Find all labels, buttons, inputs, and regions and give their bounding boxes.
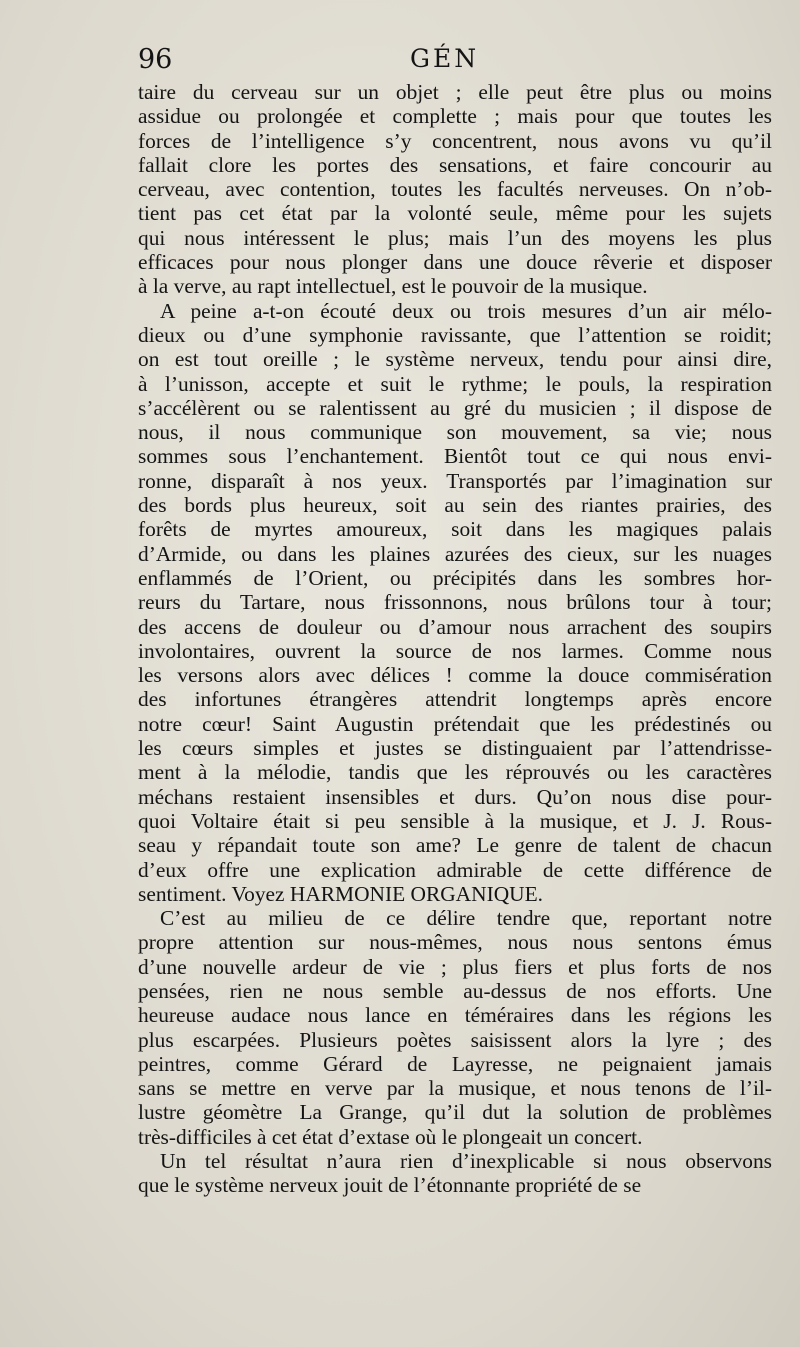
paragraph — [138, 80, 772, 299]
text-line: tient pas cet état par la volonté seule, même pour les sujets — [138, 201, 772, 226]
text-line: enflammés de l’Orient, ou précipités dans les sombres hor- — [138, 565, 772, 590]
paragraph — [138, 906, 772, 1149]
text-line: taire du cerveau sur un objet ; elle peut être plus ou moins — [138, 80, 772, 104]
text-line: d’eux offre une explication admirable de cette différence de — [138, 857, 772, 882]
text-line: notre cœur! Saint Augustin prétendait que les prédestinés ou — [138, 711, 772, 736]
text-line: dieux ou d’une symphonie ravissante, que l’attention se roidit; — [138, 322, 772, 347]
text-line: d’Armide, ou dans les plaines azurées des cieux, sur les nuages — [138, 541, 772, 566]
text-line: sans se mettre en verve par la musique, et nous tenons de l’il- — [138, 1076, 772, 1101]
text-line: lustre géomètre La Grange, qu’il dut la solution de problèmes — [138, 1100, 772, 1125]
paragraph — [138, 1149, 772, 1198]
text-line: fallait clore les portes des sensations, et faire concourir au — [138, 152, 772, 177]
text-line: à la verve, au rapt intellectuel, est le pouvoir de la musique. — [138, 274, 648, 299]
text-line: à l’unisson, accepte et suit le rythme; le pouls, la respiration — [138, 371, 772, 396]
text-line: les versons alors avec délices ! comme la douce commisération — [138, 663, 772, 688]
text-line: des bords plus heureux, soit au sein des riantes prairies, des — [138, 493, 772, 518]
text-line: ment à la mélodie, tandis que les réprouvés ou les caractères — [138, 760, 772, 785]
paragraph — [138, 299, 772, 906]
text-line: quoi Voltaire était si peu sensible à la musique, et J. J. Rous- — [138, 808, 772, 833]
text-line: reurs du Tartare, nous frissonnons, nous brûlons tour à tour; — [138, 590, 772, 615]
text-line: s’accélèrent ou se ralentissent au gré du musicien ; il dispose de — [138, 395, 772, 420]
text-line: Un tel résultat n’aura rien d’inexplicable si nous observons — [160, 1149, 772, 1174]
text-line: propre attention sur nous-mêmes, nous nous sentons émus — [138, 930, 772, 955]
text-line: des infortunes étrangères attendrit longtemps après encore — [138, 687, 772, 712]
text-line: pensées, rien ne nous semble au-dessus de nos efforts. Une — [138, 978, 772, 1003]
body-text — [138, 80, 772, 1198]
text-line: des accens de douleur ou d’amour nous arrachent des soupirs — [138, 614, 772, 639]
text-line: méchans restaient insensibles et durs. Qu’on nous dise pour- — [138, 784, 772, 809]
text-line: heureuse audace nous lance en téméraires dans les régions les — [138, 1003, 772, 1028]
text-line: A peine a-t-on écouté deux ou trois mesures d’un air mélo- — [160, 298, 772, 323]
text-line: cerveau, avec contention, toutes les facultés nerveuses. On n’ob- — [138, 177, 772, 202]
text-line: nous, il nous communique son mouvement, sa vie; nous — [138, 420, 772, 445]
text-line: les cœurs simples et justes se distinguaient par l’attendrisse- — [138, 736, 772, 761]
text-line: sommes sous l’enchantement. Bientôt tout ce qui nous envi- — [138, 444, 772, 469]
running-head: GÉN — [410, 44, 480, 73]
page-number: 96 — [138, 44, 173, 75]
text-line: plus escarpées. Plusieurs poètes saisissent alors la lyre ; des — [138, 1027, 772, 1052]
text-line: involontaires, ouvrent la source de nos larmes. Comme nous — [138, 638, 772, 663]
text-line: assidue ou prolongée et complette ; mais pour que toutes les — [138, 104, 772, 129]
text-line: peintres, comme Gérard de Layresse, ne peignaient jamais — [138, 1051, 772, 1076]
text-line: on est tout oreille ; le système nerveux, tendu pour ainsi dire, — [138, 347, 772, 372]
text-line: ronne, disparaît à nos yeux. Transportés par l’imagination sur — [138, 468, 772, 493]
page-header — [138, 44, 770, 80]
text-line: forces de l’intelligence s’y concentrent, nous avons vu qu’il — [138, 128, 772, 153]
text-line: seau y répandait toute son ame? Le genre de talent de chacun — [138, 833, 772, 858]
text-line: d’une nouvelle ardeur de vie ; plus fiers et plus forts de nos — [138, 954, 772, 979]
text-line: très-difficiles à cet état d’extase où le plongeait un concert. — [138, 1124, 643, 1149]
text-line: que le système nerveux jouit de l’étonnante propriété de se — [138, 1173, 642, 1198]
text-line: efficaces pour nous plonger dans une douce rêverie et disposer — [138, 250, 772, 275]
text-line: forêts de myrtes amoureux, soit dans les magiques palais — [138, 517, 772, 542]
text-line: sentiment. Voyez HARMONIE ORGANIQUE. — [138, 881, 544, 906]
text-line: C’est au milieu de ce délire tendre que, reportant notre — [160, 906, 772, 931]
text-line: qui nous intéressent le plus; mais l’un des moyens les plus — [138, 225, 772, 250]
